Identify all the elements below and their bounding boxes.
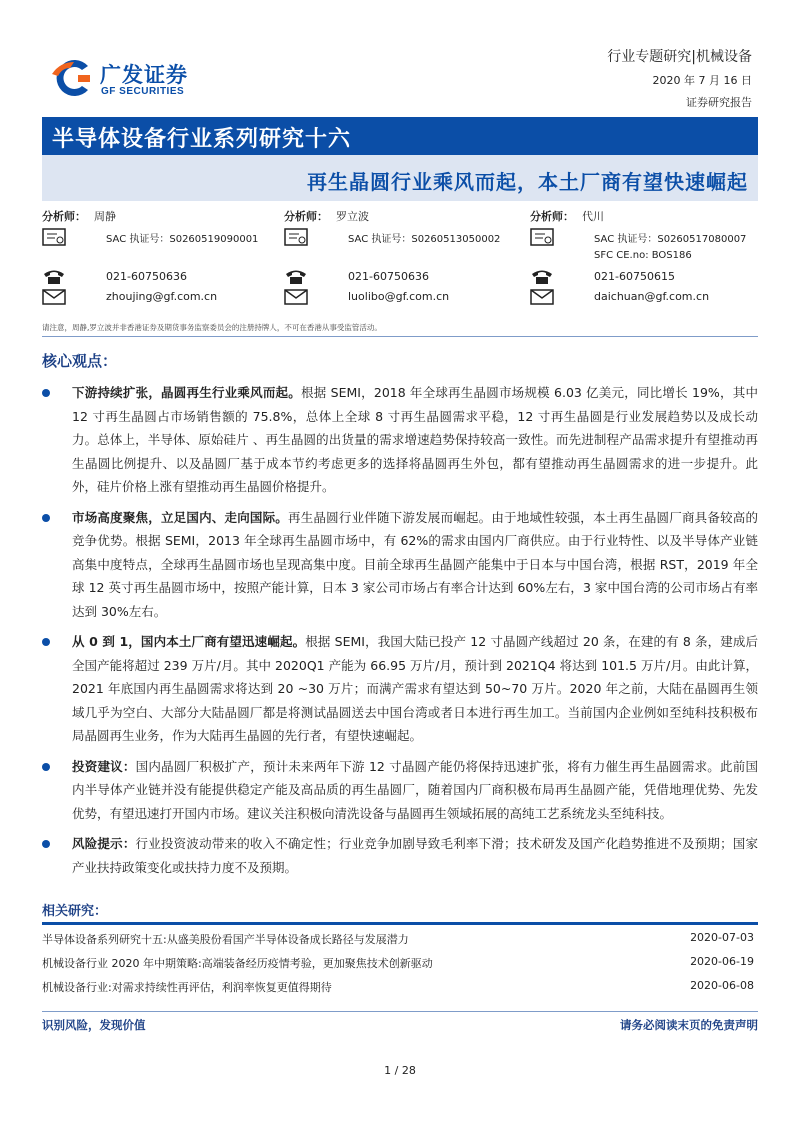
subtitle-band (42, 155, 758, 201)
core-point (42, 832, 758, 879)
analyst-phone[interactable]: 021-60750636 (106, 270, 187, 283)
analyst-phone[interactable]: 021-60750636 (348, 270, 429, 283)
analyst-license: SAC 执证号：S0260519090001 (106, 234, 259, 245)
bullet-dot-icon (42, 763, 50, 771)
analyst-role: 分析师： (42, 210, 86, 223)
related-item-title[interactable]: 机械设备行业 2020 年中期策略:高端装备经历疫情考验，更加聚焦技术创新驱动 (42, 957, 433, 970)
footer-disclaimer-link[interactable]: 请务必阅读末页的免责声明 (620, 1018, 758, 1032)
analyst-role: 分析师： (530, 210, 574, 223)
core-point (42, 630, 758, 748)
related-title: 相关研究： (42, 904, 108, 919)
analyst-card (530, 208, 760, 306)
analyst-license: SAC 执证号：S0260517080007 (594, 234, 747, 245)
phone-icon (42, 268, 66, 286)
mail-icon (530, 288, 554, 306)
related-item-title[interactable]: 机械设备行业:对需求持续性再评估，利润率恢复更值得期待 (42, 981, 332, 994)
brand-name-cn: 广发证券 (100, 63, 188, 87)
certificate-icon (284, 228, 308, 248)
point-lead: 市场高度聚焦，立足国内、走向国际。 (72, 509, 289, 525)
brand-name-en: GF SECURITIES (101, 86, 185, 97)
point-body: 国内晶圆厂积极扩产，预计未来两年下游 12 寸晶圆产能仍将保持迅速扩张，将有力催生再生晶圆需求。此前国内半导体产业链并没有能提供稳定产能及高品质的再生晶圆厂，随着国内厂商积极布局再生晶圆产能，凭借地理优势、先发优势，有望迅速打开国内市场。建议关注积极向清洗设备与晶圆再生领域拓展的高纯工艺系统龙头至纯科技。 (72, 758, 758, 821)
report-date: 2020 年 7 月 16 日 (652, 74, 752, 87)
footer-slogan: 识别风险，发现价值 (42, 1018, 146, 1032)
core-point (42, 381, 758, 499)
point-lead: 从 0 到 1，国内本土厂商有望迅速崛起。 (72, 634, 306, 649)
point-lead: 风险提示： (72, 836, 136, 851)
phone-icon (284, 268, 308, 286)
related-item[interactable] (42, 973, 758, 997)
brand-logo (48, 56, 218, 106)
core-point (42, 506, 758, 624)
series-title-band (42, 117, 758, 155)
series-title: 半导体设备行业系列研究十六 (52, 127, 352, 152)
analyst-license-sfc: SFC CE.no: BOS186 (594, 250, 692, 261)
gf-logo-icon (48, 56, 92, 100)
bullet-dot-icon (42, 840, 50, 848)
related-item-date: 2020-06-08 (690, 979, 754, 992)
report-type: 证券研究报告 (686, 96, 752, 109)
analyst-license: SAC 执证号：S0260513050002 (348, 234, 501, 245)
point-body: 再生晶圆行业伴随下游发展而崛起。由于地域性较强，本土再生晶圆厂商具备较高的竞争优势。根据 SEMI，2013 年全球再生晶圆市场中，有 62%的需求由国内厂商供应。由于行业特性、以及半导体产业链高集中度特点，全球再生晶圆市场也呈现高集中度。目前全球再生晶圆产能集中于日本与中国台湾，根据 RST，2019 年全球 12 英寸再生晶圆市场中，按照产能计算，日本 3 家公司市场占有率合计达到 60%左右，3 家中国台湾的公司市场占有率达到 30%左右。 (72, 509, 758, 619)
certificate-icon (530, 228, 554, 248)
point-body: 根据 SEMI，我国大陆已投产 12 寸晶圆产线超过 20 条，在建的有 8 条，建成后全国产能将超过 239 万片/月。其中 2020Q1 产能为 66.95 万片/月，预计到 2021Q4 将达到 101.5 万片/月。由此计算，2021 年底国内再生晶圆需求将达到 20 ~30 万片；而满产需求有望达到 50~70 万片。2020 年之前，大陆在晶圆再生领域几乎为空白、大部分大陆晶圆厂都是将测试晶圆送去中国台湾或者日本进行再生加工。当前国内企业例如至纯科技积极布局晶圆再生业务，作为大陆再生晶圆的先行者，有望快速崛起。 (72, 634, 759, 743)
analyst-name: 罗立波 (336, 210, 369, 223)
analyst-name: 代川 (582, 210, 604, 223)
analyst-card (42, 208, 272, 306)
analyst-phone[interactable]: 021-60750615 (594, 270, 675, 283)
page-number: 1 / 28 (384, 1064, 416, 1077)
point-lead: 下游持续扩张，晶圆再生行业乘风而起。 (72, 385, 301, 400)
related-item[interactable] (42, 925, 758, 949)
analyst-role: 分析师： (284, 210, 328, 223)
point-body: 行业投资波动带来的收入不确定性；行业竞争加剧导致毛利率下滑；技术研发及国产化趋势推进不及预期；国家产业扶持政策变化或扶持力度不及预期。 (72, 836, 758, 875)
divider (42, 336, 758, 337)
footer-divider (42, 1011, 758, 1012)
related-item[interactable] (42, 949, 758, 973)
related-item-title[interactable]: 半导体设备系列研究十五:从盛美股份看国产半导体设备成长路径与发展潜力 (42, 933, 409, 946)
core-point (42, 755, 758, 826)
report-header (607, 46, 752, 110)
analyst-card (284, 208, 514, 306)
report-subtitle: 再生晶圆行业乘风而起，本土厂商有望快速崛起 (307, 170, 748, 194)
analyst-email[interactable]: zhoujing@gf.com.cn (106, 290, 218, 303)
related-item-date: 2020-07-03 (690, 931, 754, 944)
analyst-disclaimer: 请注意，周静,罗立波并非香港证券及期货事务监察委员会的注册持牌人，不可在香港从事受监管活动。 (42, 323, 382, 332)
core-points (42, 381, 758, 886)
point-body: 根据 SEMI，2018 年全球再生晶圆市场规模 6.03 亿美元，同比增长 19%，其中 12 寸再生晶圆占市场销售额的 75.8%，总体上全球 8 寸再生晶圆需求平稳，12 寸再生晶圆是行业发展趋势以及成长动力。总体上，半导体、原始硅片 、再生晶圆的出货量的需求增速趋势保持较高一致性。而先进制程产品需求提升有望推动再生晶圆比例提升、以及晶圆厂基于成本节约考虑更多的选择将晶圆再生外包，都有望推动再生晶圆需求的进一步提升。此外，硅片价格上涨有望推动再生晶圆价格提升。 (72, 385, 758, 494)
mail-icon (284, 288, 308, 306)
bullet-dot-icon (42, 389, 50, 397)
bullet-dot-icon (42, 638, 50, 646)
analyst-email[interactable]: luolibo@gf.com.cn (348, 290, 450, 303)
point-lead: 投资建议： (72, 758, 136, 774)
report-category: 行业专题研究|机械设备 (607, 49, 752, 65)
mail-icon (42, 288, 66, 306)
bullet-dot-icon (42, 514, 50, 522)
certificate-icon (42, 228, 66, 248)
related-research (42, 900, 758, 997)
analyst-name: 周静 (94, 210, 116, 223)
analyst-email[interactable]: daichuan@gf.com.cn (594, 290, 710, 303)
related-item-date: 2020-06-19 (690, 955, 754, 968)
core-views-title: 核心观点： (42, 352, 118, 370)
phone-icon (530, 268, 554, 286)
